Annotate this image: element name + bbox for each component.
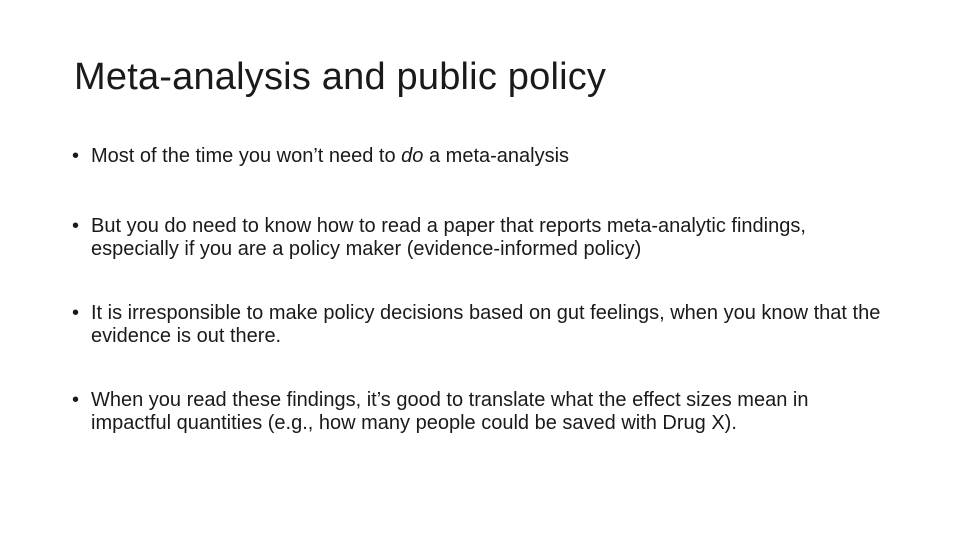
bullet-dot-icon: •	[72, 215, 80, 237]
bullet-text: It is irresponsible to make policy decisions based on gut feelings, when you know that the evidence is out there.	[91, 302, 881, 347]
bullet-text: But you do need to know how to read a paper that reports meta-analytic findings, especially if you are a policy maker (evidence-informed policy)	[91, 215, 806, 260]
bullet-text-end: a meta-analysis	[423, 145, 570, 167]
bullet-text-start: Most of the time you won’t need to	[91, 145, 402, 167]
bullet-text: When you read these findings, it’s good to translate what the effect sizes mean in impactful quantities (e.g., how many people could be saved with Drug X).	[91, 389, 809, 434]
bullet-item	[72, 145, 892, 168]
bullet-text-emphasis: do	[401, 145, 424, 167]
slide-title: Meta-analysis and public policy	[74, 56, 607, 98]
bullet-dot-icon: •	[72, 302, 80, 324]
bullet-item	[72, 215, 892, 261]
bullet-item	[72, 302, 892, 348]
bullet-item	[72, 389, 892, 435]
bullet-dot-icon: •	[72, 389, 80, 411]
bullet-dot-icon: •	[72, 145, 80, 167]
bullet-list	[72, 145, 892, 435]
